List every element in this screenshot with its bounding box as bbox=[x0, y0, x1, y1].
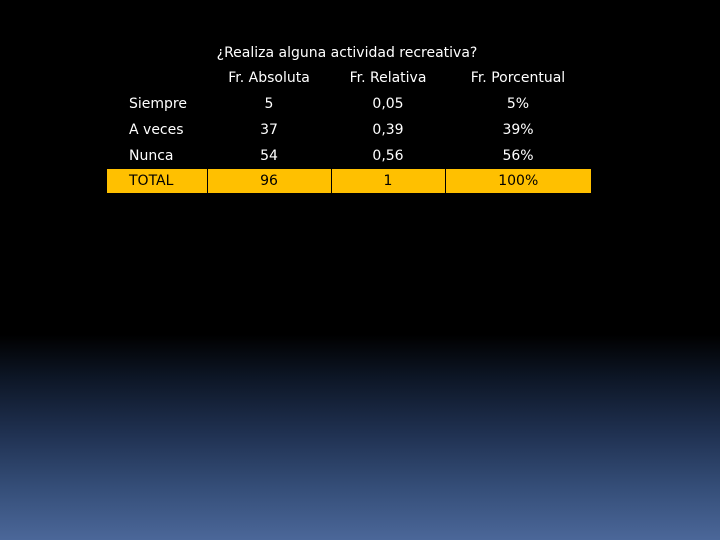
total-porcentual: 100% bbox=[445, 169, 591, 193]
cell-relativa: 0,39 bbox=[372, 122, 404, 138]
total-label: TOTAL bbox=[107, 169, 207, 193]
cell-porcentual: 5% bbox=[506, 96, 530, 112]
cell-relativa: 0,56 bbox=[372, 148, 404, 164]
row-label: Nunca bbox=[129, 148, 174, 164]
header-empty-cell bbox=[107, 65, 207, 91]
cell-porcentual: 56% bbox=[502, 148, 534, 164]
frequency-table bbox=[107, 65, 591, 193]
table-row-siempre bbox=[107, 91, 591, 117]
table-header-row bbox=[107, 65, 591, 91]
row-label: A veces bbox=[129, 122, 184, 138]
cell-absoluta: 54 bbox=[260, 148, 278, 164]
table-row-nunca bbox=[107, 143, 591, 169]
header-fr-relativa: Fr. Relativa bbox=[349, 70, 427, 86]
cell-relativa: 0,05 bbox=[372, 96, 404, 112]
slide-title: ¿Realiza alguna actividad recreativa? bbox=[216, 45, 478, 61]
header-fr-porcentual: Fr. Porcentual bbox=[470, 70, 566, 86]
cell-absoluta: 5 bbox=[264, 96, 274, 112]
cell-porcentual: 39% bbox=[502, 122, 534, 138]
table-row-a-veces bbox=[107, 117, 591, 143]
header-fr-absoluta: Fr. Absoluta bbox=[228, 70, 310, 86]
total-relativa: 1 bbox=[331, 169, 445, 193]
total-absoluta: 96 bbox=[207, 169, 331, 193]
row-label: Siempre bbox=[129, 96, 187, 112]
cell-absoluta: 37 bbox=[260, 122, 278, 138]
table-row-total bbox=[107, 169, 591, 193]
